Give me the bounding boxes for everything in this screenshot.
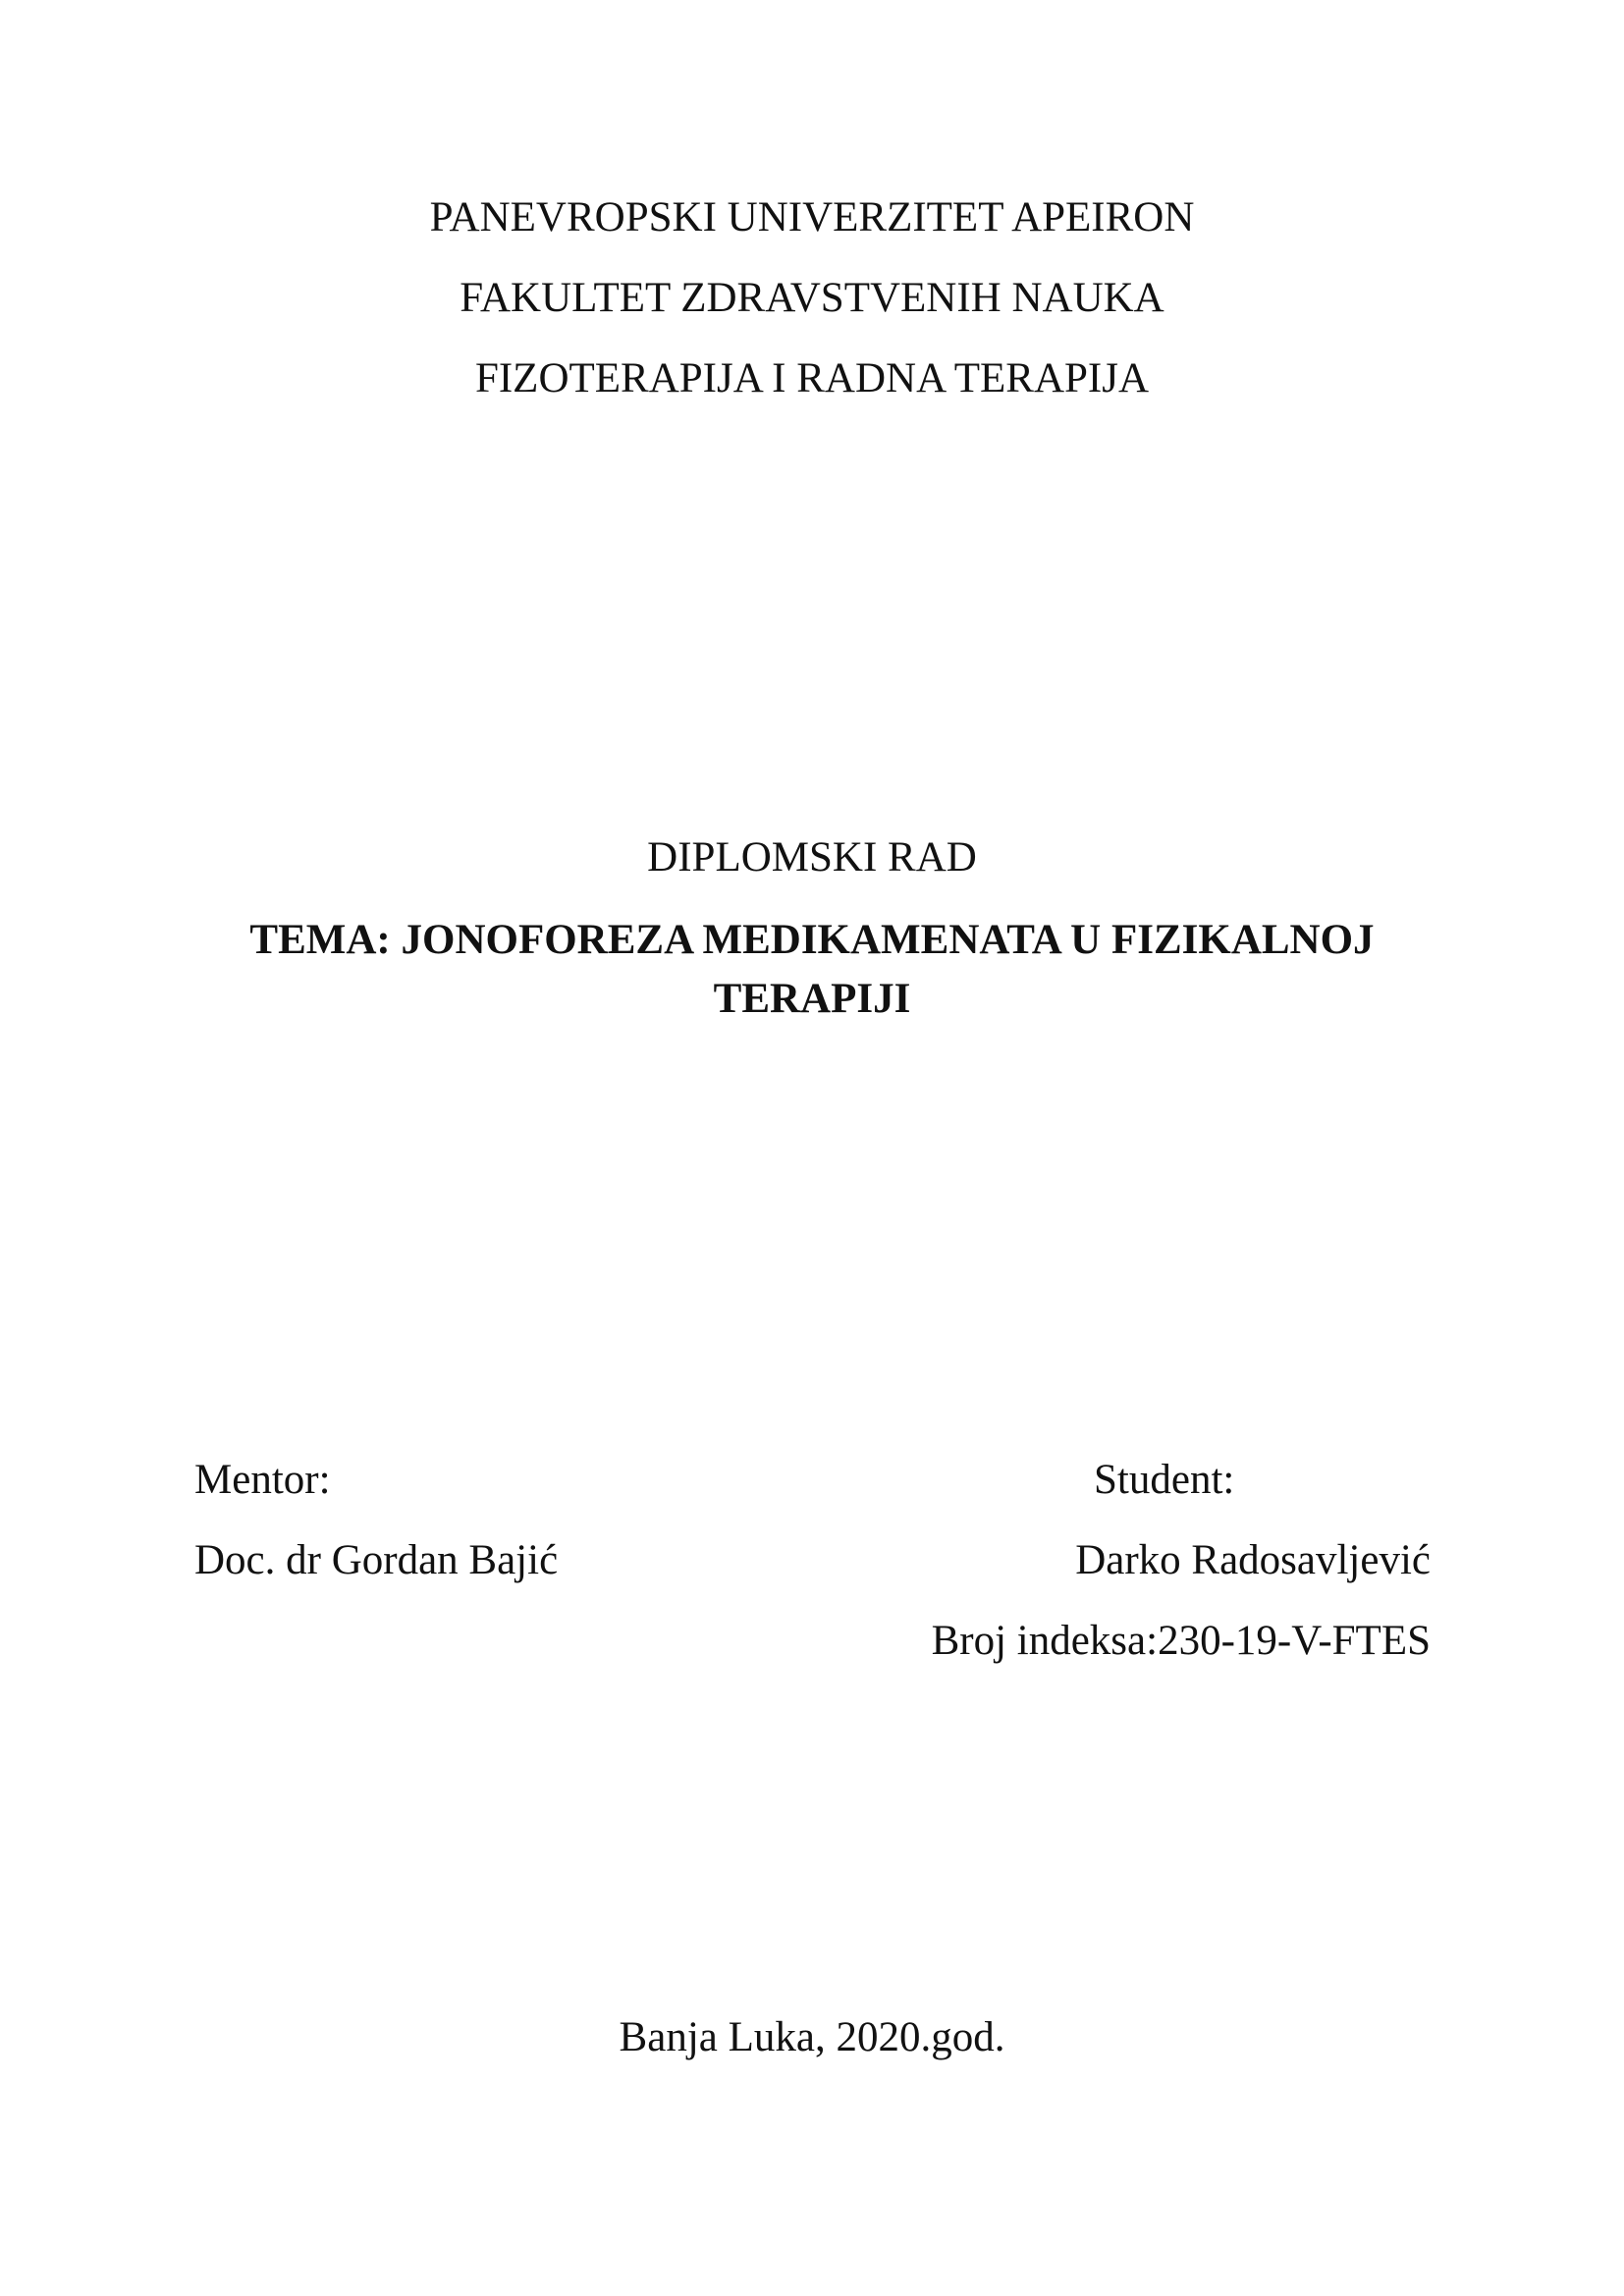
document-type: DIPLOMSKI RAD	[647, 834, 977, 881]
thesis-title-line-2: TERAPIJI	[713, 976, 911, 1022]
student-name: Darko Radosavljević	[1075, 1537, 1431, 1583]
faculty-name: FAKULTET ZDRAVSTVENIH NAUKA	[460, 275, 1164, 321]
student-index-number: Broj indeksa:230-19-V-FTES	[931, 1618, 1431, 1664]
student-label: Student:	[1094, 1457, 1235, 1503]
university-name: PANEVROPSKI UNIVERZITET APEIRON	[429, 194, 1195, 240]
mentor-name: Doc. dr Gordan Bajić	[194, 1537, 559, 1583]
place-and-date: Banja Luka, 2020.god.	[619, 2014, 1005, 2060]
mentor-label: Mentor:	[194, 1457, 331, 1503]
thesis-title-line-1: TEMA: JONOFOREZA MEDIKAMENATA U FIZIKALNOJ	[249, 917, 1375, 963]
program-name: FIZOTERAPIJA I RADNA TERAPIJA	[474, 355, 1150, 401]
